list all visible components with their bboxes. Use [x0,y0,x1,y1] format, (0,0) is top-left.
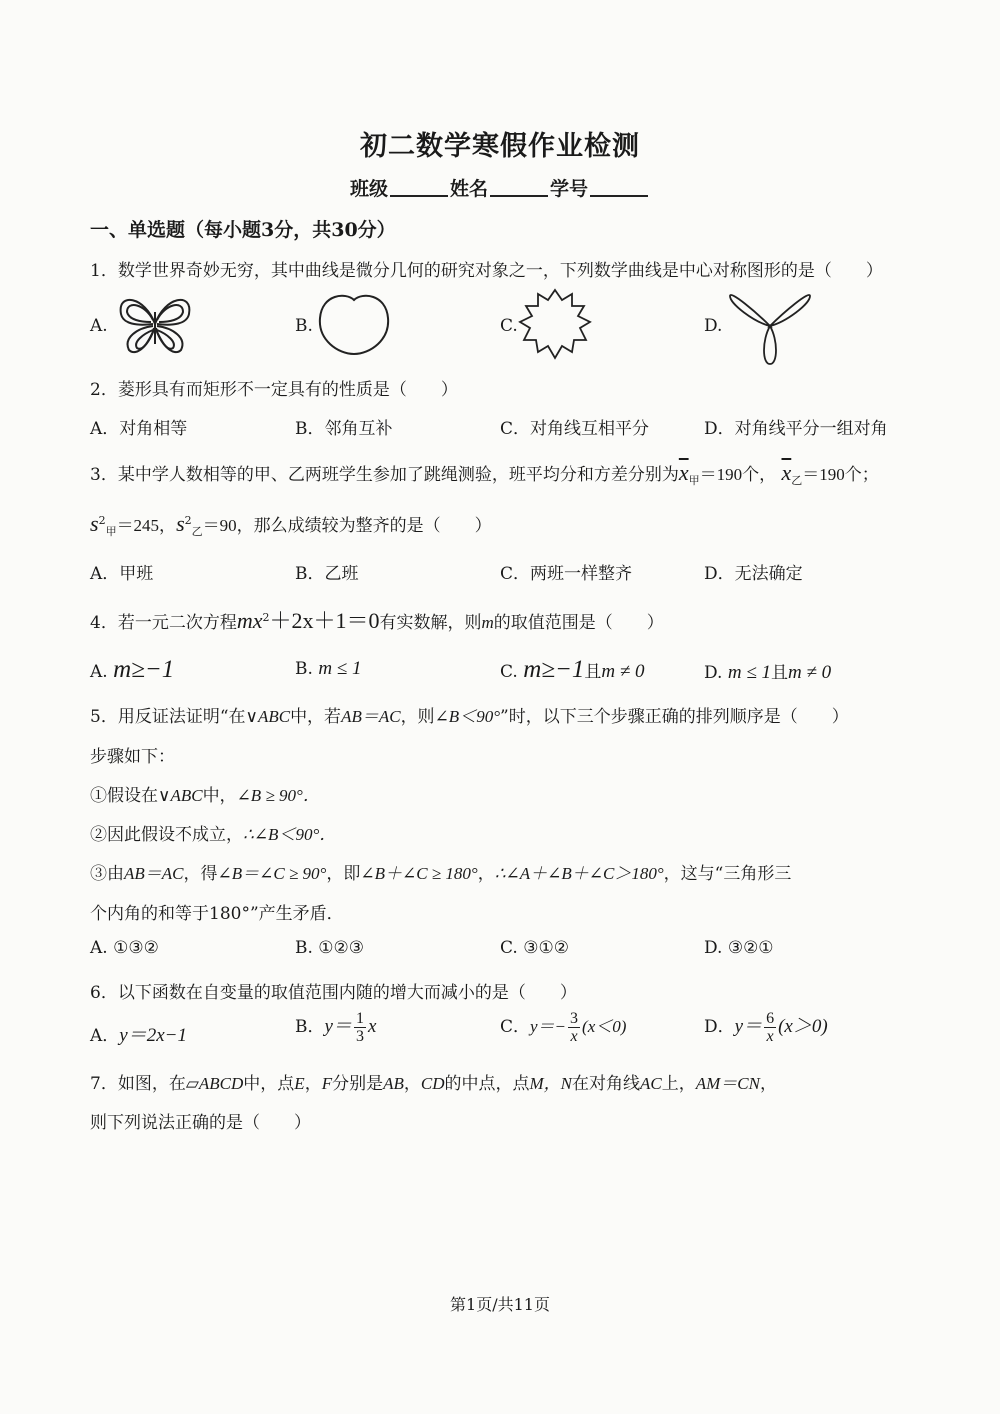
q6-c-num: 3 [570,1010,579,1027]
q7-l1n: AC [639,1074,662,1093]
q4-c-tail: 且 [584,662,602,682]
q3-eq-1: ＝190个， [699,465,777,484]
q7-l1k: 的中点，点 [444,1074,530,1094]
q4-d-tail: 且 [771,663,788,683]
q4-b-label: B. [295,659,313,679]
q4-eq-rest: ＋2x＋1＝0 [269,608,380,633]
question-1-text: 1．数学世界奇妙无穷，其中曲线是微分几何的研究对象之一，下列数学曲线是中心对称图形的是（ ） [90,261,883,281]
q5-s3b: AB＝AC [124,864,184,883]
q6-d-fraction [764,1010,776,1045]
q1-option-d-label: D. [704,316,723,336]
q4-c-tail-math: m ≠ 0 [601,661,645,682]
q4-intro: 4．若一元二次方程 [90,613,237,633]
q5-l1a: 5．用反证法证明“在∨ [90,707,258,727]
q5-s3f: ∠B＋∠C ≥ 180° [360,864,478,883]
question-5-step-1 [90,781,320,806]
butterfly-curve-icon [115,290,195,358]
q2-option-b: B．邻角互补 [295,419,393,439]
q3-val-2: ＝90，那么成绩较为整齐的是（ ） [202,516,492,535]
q3-sub-yi: 乙 [791,474,803,487]
q4-option-a [90,656,174,684]
q5-s1d: ∠B ≥ 90°． [236,786,320,805]
q5-option-a: A. ①③② [90,938,159,958]
q6-b-den: 3 [355,1028,364,1045]
q1-option-a-label: A. [90,316,108,336]
q7-l1j: CD [420,1074,445,1093]
q4-d-math: m ≤ 1 [727,662,771,683]
q7-l1d: E [294,1074,305,1093]
student-info-line [0,174,1000,201]
q5-s3h: ∴∠A＋∠B＋∠C＞180° [494,864,664,883]
q4-d-tail-math: m ≠ 0 [788,662,832,683]
q7-l1m: 在对角线 [571,1074,640,1094]
q7-l1l: M，N [529,1074,572,1093]
q1-option-c-label: C. [500,316,518,336]
q6-a-label: A． [90,1026,120,1046]
q2-option-c: C．对角线互相平分 [500,419,650,439]
question-5-step-2 [90,820,336,845]
q5-s1c: 中， [202,786,237,806]
cardioid-curve-icon [316,292,392,356]
q5-s3g: ， [477,864,495,884]
question-7-line-2: 则下列说法正确的是（ ） [90,1113,311,1133]
q5-option-b: B. ①②③ [295,938,365,958]
q6-c-label: C． [500,1017,531,1037]
q5-s3e: ，即 [326,864,361,884]
q4-c-label: C. [500,662,518,682]
class-label: 班级 [349,178,388,200]
q3-s-jia-sq: 2 [98,514,106,527]
q3-intro: 3．某中学人数相等的甲、乙两班学生参加了跳绳测验，班平均分和方差分别为 [90,465,679,485]
q6-c-post: (x＜0) [582,1017,627,1036]
q5-l1c: 中，若 [290,707,342,727]
q2-option-d: D．对角线平分一组对角 [704,419,888,439]
q4-d-label: D. [704,663,723,683]
q1-option-b-label: B. [295,316,313,336]
q7-l1p: AM＝CN [695,1074,760,1093]
q6-d-num: 6 [766,1010,775,1027]
parallelogram-symbol: ▱ [185,1074,199,1094]
question-6-text: 6．以下函数在自变量的取值范围内随的增大而减小的是（ ） [90,983,577,1003]
q4-a-math: m≥−1 [113,656,175,683]
section-heading: 一、单选题（每小题3分，共30分） [90,219,396,241]
q5-s3c: ，得 [183,864,218,884]
name-blank[interactable] [490,177,548,197]
q3-xbar-yi: $\overline{x}$ [781,460,792,485]
q3-s-jia-sub: 甲 [105,525,117,538]
q6-b-post: x [367,1016,377,1037]
q5-l1b: ABC [257,707,291,726]
q6-d-post: (x＞0) [778,1016,828,1037]
q4-mid: 有实数解，则 [379,613,482,633]
q6-d-pre: y＝ [734,1016,763,1037]
q6-c-den: x [570,1028,578,1045]
q7-l1e: ， [304,1074,322,1094]
q5-s2b: ∴∠B＜90°． [243,825,337,844]
q4-option-b [295,658,361,680]
q5-option-c: C. ③①② [500,938,569,958]
q5-s3d: ∠B＝∠C ≥ 90° [217,864,327,883]
q3-option-a: A．甲班 [90,564,154,584]
q6-option-d [704,1010,828,1045]
q5-s3i: ，这与“三角形三 [663,864,792,884]
name-label: 姓名 [449,178,488,200]
q4-m: m [481,613,494,632]
question-5-line-1 [90,702,849,727]
question-5-step-3-cont: 个内角的和等于180°”产生矛盾． [90,904,344,924]
q7-l1q: ， [759,1074,777,1094]
q5-option-d: D. ③②① [704,938,774,958]
q6-b-pre: y＝ [324,1016,352,1037]
q7-l1h: AB [383,1074,404,1093]
q4-eq-sq: 2 [262,611,270,624]
q4-b-math: m ≤ 1 [318,658,362,679]
page-title: 初二数学寒假作业检测 [360,131,640,162]
q6-option-c [500,1010,626,1045]
q3-xbar-jia: $\overline{x}$ [678,460,689,485]
question-3-line-2 [90,511,492,539]
koch-snowflake-icon [516,288,594,362]
q6-c-fraction [568,1010,580,1045]
three-leaf-rose-icon [726,286,814,368]
q7-l1o: 上， [661,1074,696,1094]
q4-post: 的取值范围是（ ） [493,613,664,633]
q6-b-fraction [354,1010,366,1045]
q4-option-d [704,658,831,684]
q5-l1g: ”时，以下三个步骤正确的排列顺序是（ ） [500,707,849,727]
q7-l1i: ， [403,1074,421,1094]
q6-option-a [90,1020,187,1047]
q7-l1f: F [321,1074,333,1093]
q5-l1d: AB＝AC [341,707,401,726]
q6-a-math: y＝2x−1 [119,1025,187,1046]
q6-c-pre: y＝− [530,1017,567,1036]
q7-l1c: 中，点 [243,1074,295,1094]
page-footer: 第1页/共11页 [450,1295,550,1314]
q6-b-label: B． [295,1017,325,1037]
q3-option-b: B．乙班 [295,564,359,584]
id-blank[interactable] [590,177,648,197]
q3-option-c: C．两班一样整齐 [500,564,633,584]
q5-s2a: ②因此假设不成立， [90,825,243,845]
question-3-line-1 [90,460,879,488]
q6-b-num: 1 [355,1010,364,1027]
q4-option-c [500,656,645,684]
q7-l1a: 7．如图，在 [90,1074,186,1094]
q3-s-yi-sq: 2 [184,514,192,527]
q7-l1b: ABCD [198,1074,244,1093]
q7-l1g: 分别是 [332,1074,384,1094]
question-4-text [90,604,664,635]
q5-s1b: ABC [170,786,203,805]
question-2-text: 2．菱形具有而矩形不一定具有的性质是（ ） [90,380,458,400]
q3-s-yi: s [176,511,185,536]
q3-eq-2: ＝190个； [802,465,879,484]
q4-c-math: m≥−1 [523,656,585,683]
class-blank[interactable] [390,177,448,197]
q3-val-1: ＝245， [116,516,177,535]
question-7-line-1 [90,1069,777,1094]
q5-s3a: ③由 [90,864,124,884]
q5-l1f: ∠B＜90° [434,707,500,726]
q5-l1e: ，则 [400,707,435,727]
q3-s-jia: s [90,511,99,536]
q2-option-a: A．对角相等 [90,419,188,439]
id-label: 学号 [550,178,589,200]
q3-sub-jia: 甲 [688,474,700,487]
q6-d-den: x [766,1028,774,1045]
q3-s-yi-sub: 乙 [191,525,203,538]
q4-a-label: A. [90,662,108,682]
q6-option-b [295,1010,376,1045]
q3-option-d: D．无法确定 [704,564,803,584]
q6-d-label: D． [704,1017,735,1037]
q4-eq-m: mx [236,608,263,633]
q5-s1a: ①假设在∨ [90,786,171,806]
question-5-steps-label: 步骤如下： [90,747,175,767]
question-5-step-3 [90,859,791,884]
